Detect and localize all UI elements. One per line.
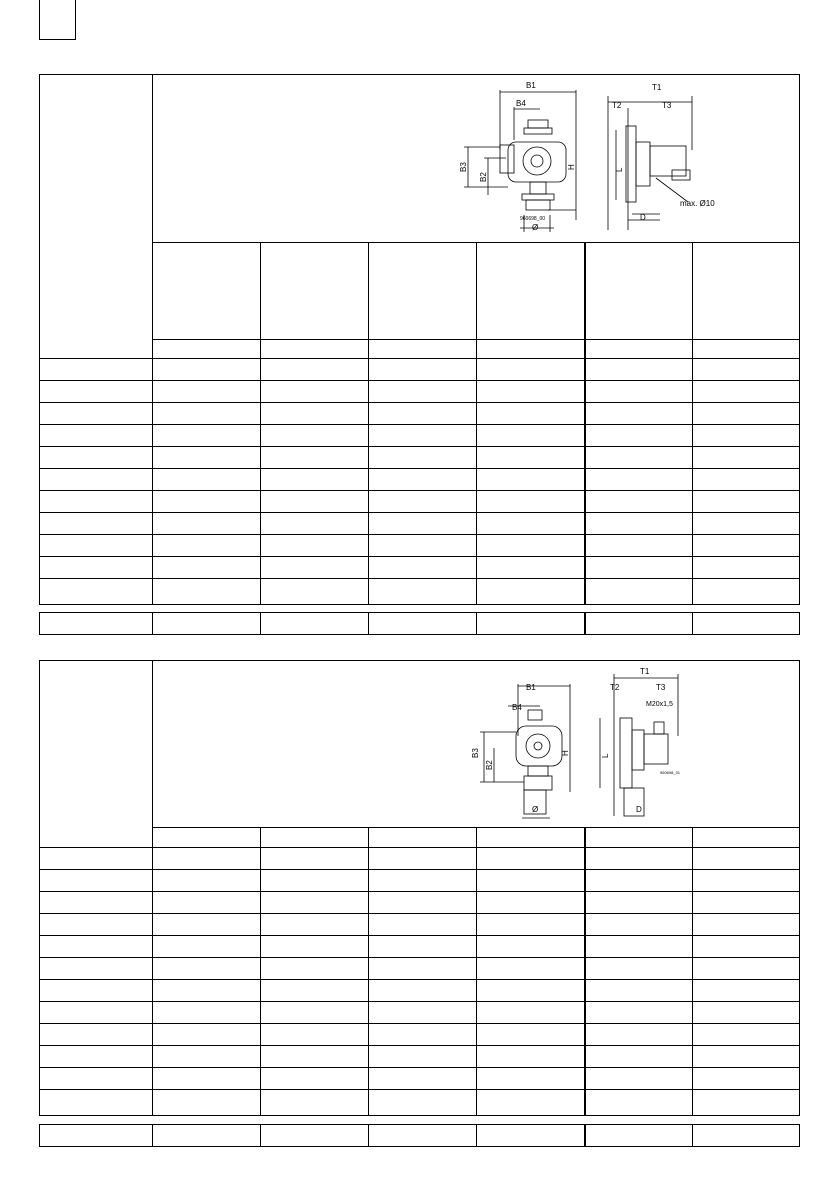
unit-cell	[153, 828, 261, 848]
table-cell	[585, 403, 693, 425]
table-cell	[477, 870, 585, 892]
table-cell	[477, 936, 585, 958]
table-cell	[40, 469, 153, 491]
table-cell	[261, 936, 369, 958]
unit-cell	[585, 828, 693, 848]
table-cell	[261, 469, 369, 491]
unit-cell	[153, 340, 261, 359]
table-cell	[369, 469, 477, 491]
table-row	[40, 1068, 800, 1090]
table-cell	[153, 958, 261, 980]
table-cell	[369, 980, 477, 1002]
table-cell	[693, 848, 800, 870]
table-cell	[153, 579, 261, 605]
table-cell	[369, 1024, 477, 1046]
table-cell	[261, 848, 369, 870]
table-row	[40, 1024, 800, 1046]
footer-cell	[40, 1125, 153, 1147]
table-cell	[261, 425, 369, 447]
table-row	[40, 1002, 800, 1024]
dim-label-l: L	[601, 753, 610, 758]
table-cell	[261, 447, 369, 469]
table-cell	[585, 848, 693, 870]
table-cell	[477, 359, 585, 381]
table-cell	[369, 557, 477, 579]
drawing-number: 960698_01	[660, 770, 681, 775]
table-cell	[261, 1046, 369, 1068]
pump-front-view	[464, 90, 576, 232]
header-cell	[693, 243, 800, 340]
page-tab-marker	[39, 0, 76, 40]
pump-side-view	[600, 674, 678, 816]
table-cell	[585, 1002, 693, 1024]
table-row	[40, 958, 800, 980]
table-cell	[153, 1002, 261, 1024]
header-cell	[369, 243, 477, 340]
table-row	[40, 980, 800, 1002]
table-row	[40, 914, 800, 936]
table-cell	[261, 381, 369, 403]
table-cell	[40, 513, 153, 535]
table-cell	[585, 914, 693, 936]
pump-dimension-drawing-1	[440, 80, 715, 240]
table-cell	[369, 1068, 477, 1090]
table-row	[40, 848, 800, 870]
table-cell	[153, 359, 261, 381]
footer-cell	[153, 613, 261, 635]
table-cell	[369, 381, 477, 403]
table-cell	[693, 425, 800, 447]
table-cell	[693, 1024, 800, 1046]
table-cell	[585, 579, 693, 605]
footer-row-2	[39, 1124, 799, 1147]
unit-cell	[261, 340, 369, 359]
table-cell	[693, 1068, 800, 1090]
table-cell	[585, 469, 693, 491]
dim-label-diameter: Ø	[532, 223, 539, 232]
table-cell	[261, 980, 369, 1002]
unit-cell	[369, 828, 477, 848]
table-cell	[693, 980, 800, 1002]
table-cell	[40, 557, 153, 579]
dim-label-b2: B2	[479, 172, 488, 182]
pump-dimension-drawing-2	[460, 666, 690, 821]
table-cell	[585, 491, 693, 513]
footer-cell	[261, 613, 369, 635]
table-cell	[261, 870, 369, 892]
table-row	[40, 469, 800, 491]
table-cell	[369, 513, 477, 535]
table-cell	[693, 535, 800, 557]
footer-cell	[693, 1125, 800, 1147]
dim-label-b3: B3	[471, 748, 480, 758]
dim-label-t3: T3	[662, 101, 672, 110]
table-cell	[153, 491, 261, 513]
footer-cell	[261, 1125, 369, 1147]
table-cell	[477, 447, 585, 469]
table-cell	[693, 1002, 800, 1024]
footer-row-1	[39, 612, 799, 635]
table-cell	[153, 513, 261, 535]
table-cell	[693, 1090, 800, 1116]
table-cell	[585, 980, 693, 1002]
table-cell	[261, 1024, 369, 1046]
table-row	[40, 579, 800, 605]
table-cell	[261, 579, 369, 605]
table-row	[40, 892, 800, 914]
table-cell	[153, 447, 261, 469]
table-cell	[477, 469, 585, 491]
table-cell	[153, 914, 261, 936]
dim-label-h: H	[567, 164, 576, 170]
table-cell	[369, 579, 477, 605]
dim-label-l: L	[615, 167, 624, 172]
table-cell	[153, 469, 261, 491]
drawing-number: 960698_00	[520, 216, 546, 222]
table-cell	[261, 535, 369, 557]
table-cell	[40, 491, 153, 513]
table-cell	[40, 958, 153, 980]
table-cell	[40, 579, 153, 605]
table-row	[40, 936, 800, 958]
pump-front-view	[480, 684, 570, 818]
unit-cell	[369, 340, 477, 359]
table-cell	[477, 491, 585, 513]
table-cell	[585, 936, 693, 958]
table-cell	[693, 359, 800, 381]
table-cell	[40, 425, 153, 447]
table-cell	[40, 914, 153, 936]
table-cell	[40, 1068, 153, 1090]
table-row	[40, 557, 800, 579]
table-cell	[585, 870, 693, 892]
table-cell	[153, 892, 261, 914]
table-cell	[153, 848, 261, 870]
table-row	[40, 447, 800, 469]
table-cell	[40, 892, 153, 914]
table-row	[40, 425, 800, 447]
table-cell	[477, 535, 585, 557]
table-cell	[40, 447, 153, 469]
table-cell	[369, 535, 477, 557]
unit-cell	[477, 340, 585, 359]
table-cell	[477, 1002, 585, 1024]
dim-label-d: D	[636, 805, 642, 814]
table-cell	[585, 359, 693, 381]
dim-label-t2: T2	[612, 101, 622, 110]
table-row	[40, 491, 800, 513]
table-cell	[153, 870, 261, 892]
table-cell	[40, 381, 153, 403]
table-cell	[369, 403, 477, 425]
table-cell	[153, 1024, 261, 1046]
table-cell	[369, 359, 477, 381]
table-cell	[693, 491, 800, 513]
table-cell	[369, 425, 477, 447]
table-cell	[693, 1046, 800, 1068]
table-cell	[477, 892, 585, 914]
table-cell	[369, 848, 477, 870]
table-cell	[477, 557, 585, 579]
dim-label-b4: B4	[512, 703, 522, 712]
table-cell	[477, 1046, 585, 1068]
table-cell	[261, 513, 369, 535]
table-cell	[153, 1068, 261, 1090]
table-cell	[369, 491, 477, 513]
table-cell	[261, 892, 369, 914]
table-cell	[369, 1090, 477, 1116]
dim-label-b1: B1	[526, 81, 536, 90]
pump-side-view	[608, 96, 692, 230]
table-cell	[153, 936, 261, 958]
table-cell	[40, 870, 153, 892]
table-cell	[585, 892, 693, 914]
table-cell	[693, 958, 800, 980]
table-cell	[153, 1046, 261, 1068]
dim-label-h: H	[561, 750, 570, 756]
footer-cell	[153, 1125, 261, 1147]
footer-cell	[477, 613, 585, 635]
dim-label-t3: T3	[656, 683, 666, 692]
dim-label-b1: B1	[526, 683, 536, 692]
table-cell	[369, 1002, 477, 1024]
table-row	[40, 1046, 800, 1068]
dim-label-d: D	[640, 213, 646, 222]
table-cell	[40, 980, 153, 1002]
dim-label-max: max. Ø10	[680, 199, 715, 208]
table-cell	[693, 579, 800, 605]
table-cell	[693, 557, 800, 579]
table-cell	[693, 936, 800, 958]
table-cell	[585, 425, 693, 447]
table-cell	[40, 1024, 153, 1046]
table-cell	[369, 914, 477, 936]
table-cell	[153, 403, 261, 425]
unit-cell	[585, 340, 693, 359]
table-cell	[585, 535, 693, 557]
footer-cell	[369, 613, 477, 635]
dim-label-b2: B2	[485, 760, 494, 770]
table-cell	[261, 1068, 369, 1090]
unit-cell	[693, 340, 800, 359]
table-cell	[40, 403, 153, 425]
dim-label-t1: T1	[652, 83, 662, 92]
table-cell	[585, 557, 693, 579]
table-cell	[585, 381, 693, 403]
table-cell	[369, 958, 477, 980]
table-cell	[693, 447, 800, 469]
footer-cell	[693, 613, 800, 635]
table-cell	[477, 1024, 585, 1046]
table-cell	[261, 958, 369, 980]
table-cell	[477, 381, 585, 403]
footer-cell	[477, 1125, 585, 1147]
table-cell	[477, 1090, 585, 1116]
table-cell	[693, 870, 800, 892]
table-cell	[261, 403, 369, 425]
footer-cell	[369, 1125, 477, 1147]
table-cell	[477, 914, 585, 936]
dim-label-thread: M20x1,5	[646, 701, 673, 708]
table-cell	[693, 381, 800, 403]
header-cell	[585, 243, 693, 340]
table-cell	[369, 936, 477, 958]
dim-label-t2: T2	[610, 683, 620, 692]
table-row	[40, 870, 800, 892]
table-row	[40, 513, 800, 535]
table-cell	[261, 1002, 369, 1024]
table-cell	[585, 1068, 693, 1090]
dim-label-t1: T1	[640, 667, 650, 676]
table-cell	[477, 579, 585, 605]
table-row	[40, 381, 800, 403]
table-cell	[153, 425, 261, 447]
table-row	[40, 535, 800, 557]
header-cell	[261, 243, 369, 340]
table-cell	[585, 1090, 693, 1116]
table-cell	[585, 1046, 693, 1068]
table-cell	[261, 359, 369, 381]
table-cell	[40, 936, 153, 958]
table-cell	[477, 958, 585, 980]
table-cell	[40, 848, 153, 870]
table-cell	[261, 914, 369, 936]
table-cell	[693, 403, 800, 425]
table-row	[40, 1090, 800, 1116]
footer-cell	[585, 613, 693, 635]
table-cell	[153, 1090, 261, 1116]
table-row	[40, 359, 800, 381]
table-cell	[693, 914, 800, 936]
table-cell	[585, 958, 693, 980]
unit-cell	[261, 828, 369, 848]
table-cell	[477, 513, 585, 535]
table-cell	[261, 1090, 369, 1116]
table-cell	[477, 1068, 585, 1090]
table-cell	[369, 1046, 477, 1068]
table-cell	[40, 1090, 153, 1116]
header-cell	[153, 243, 261, 340]
table-cell	[693, 892, 800, 914]
table-cell	[369, 870, 477, 892]
table-cell	[261, 557, 369, 579]
table-cell	[40, 535, 153, 557]
model-header-cell	[40, 75, 153, 359]
table-cell	[40, 359, 153, 381]
header-cell	[477, 243, 585, 340]
dim-label-b4: B4	[516, 99, 526, 108]
table-cell	[153, 980, 261, 1002]
model-header-cell	[40, 661, 153, 848]
table-cell	[585, 513, 693, 535]
footer-cell	[40, 613, 153, 635]
table-cell	[477, 980, 585, 1002]
table-cell	[369, 447, 477, 469]
dim-label-b3: B3	[459, 162, 468, 172]
table-cell	[40, 1002, 153, 1024]
table-cell	[261, 491, 369, 513]
table-cell	[40, 1046, 153, 1068]
table-cell	[153, 381, 261, 403]
dim-label-diameter: Ø	[532, 805, 539, 814]
table-cell	[153, 557, 261, 579]
table-cell	[153, 535, 261, 557]
footer-cell	[585, 1125, 693, 1147]
table-cell	[477, 403, 585, 425]
table-cell	[693, 513, 800, 535]
table-row	[40, 403, 800, 425]
unit-cell	[477, 828, 585, 848]
table-cell	[369, 892, 477, 914]
table-cell	[477, 848, 585, 870]
table-cell	[693, 469, 800, 491]
unit-cell	[693, 828, 800, 848]
table-cell	[585, 1024, 693, 1046]
table-cell	[477, 425, 585, 447]
table-cell	[585, 447, 693, 469]
